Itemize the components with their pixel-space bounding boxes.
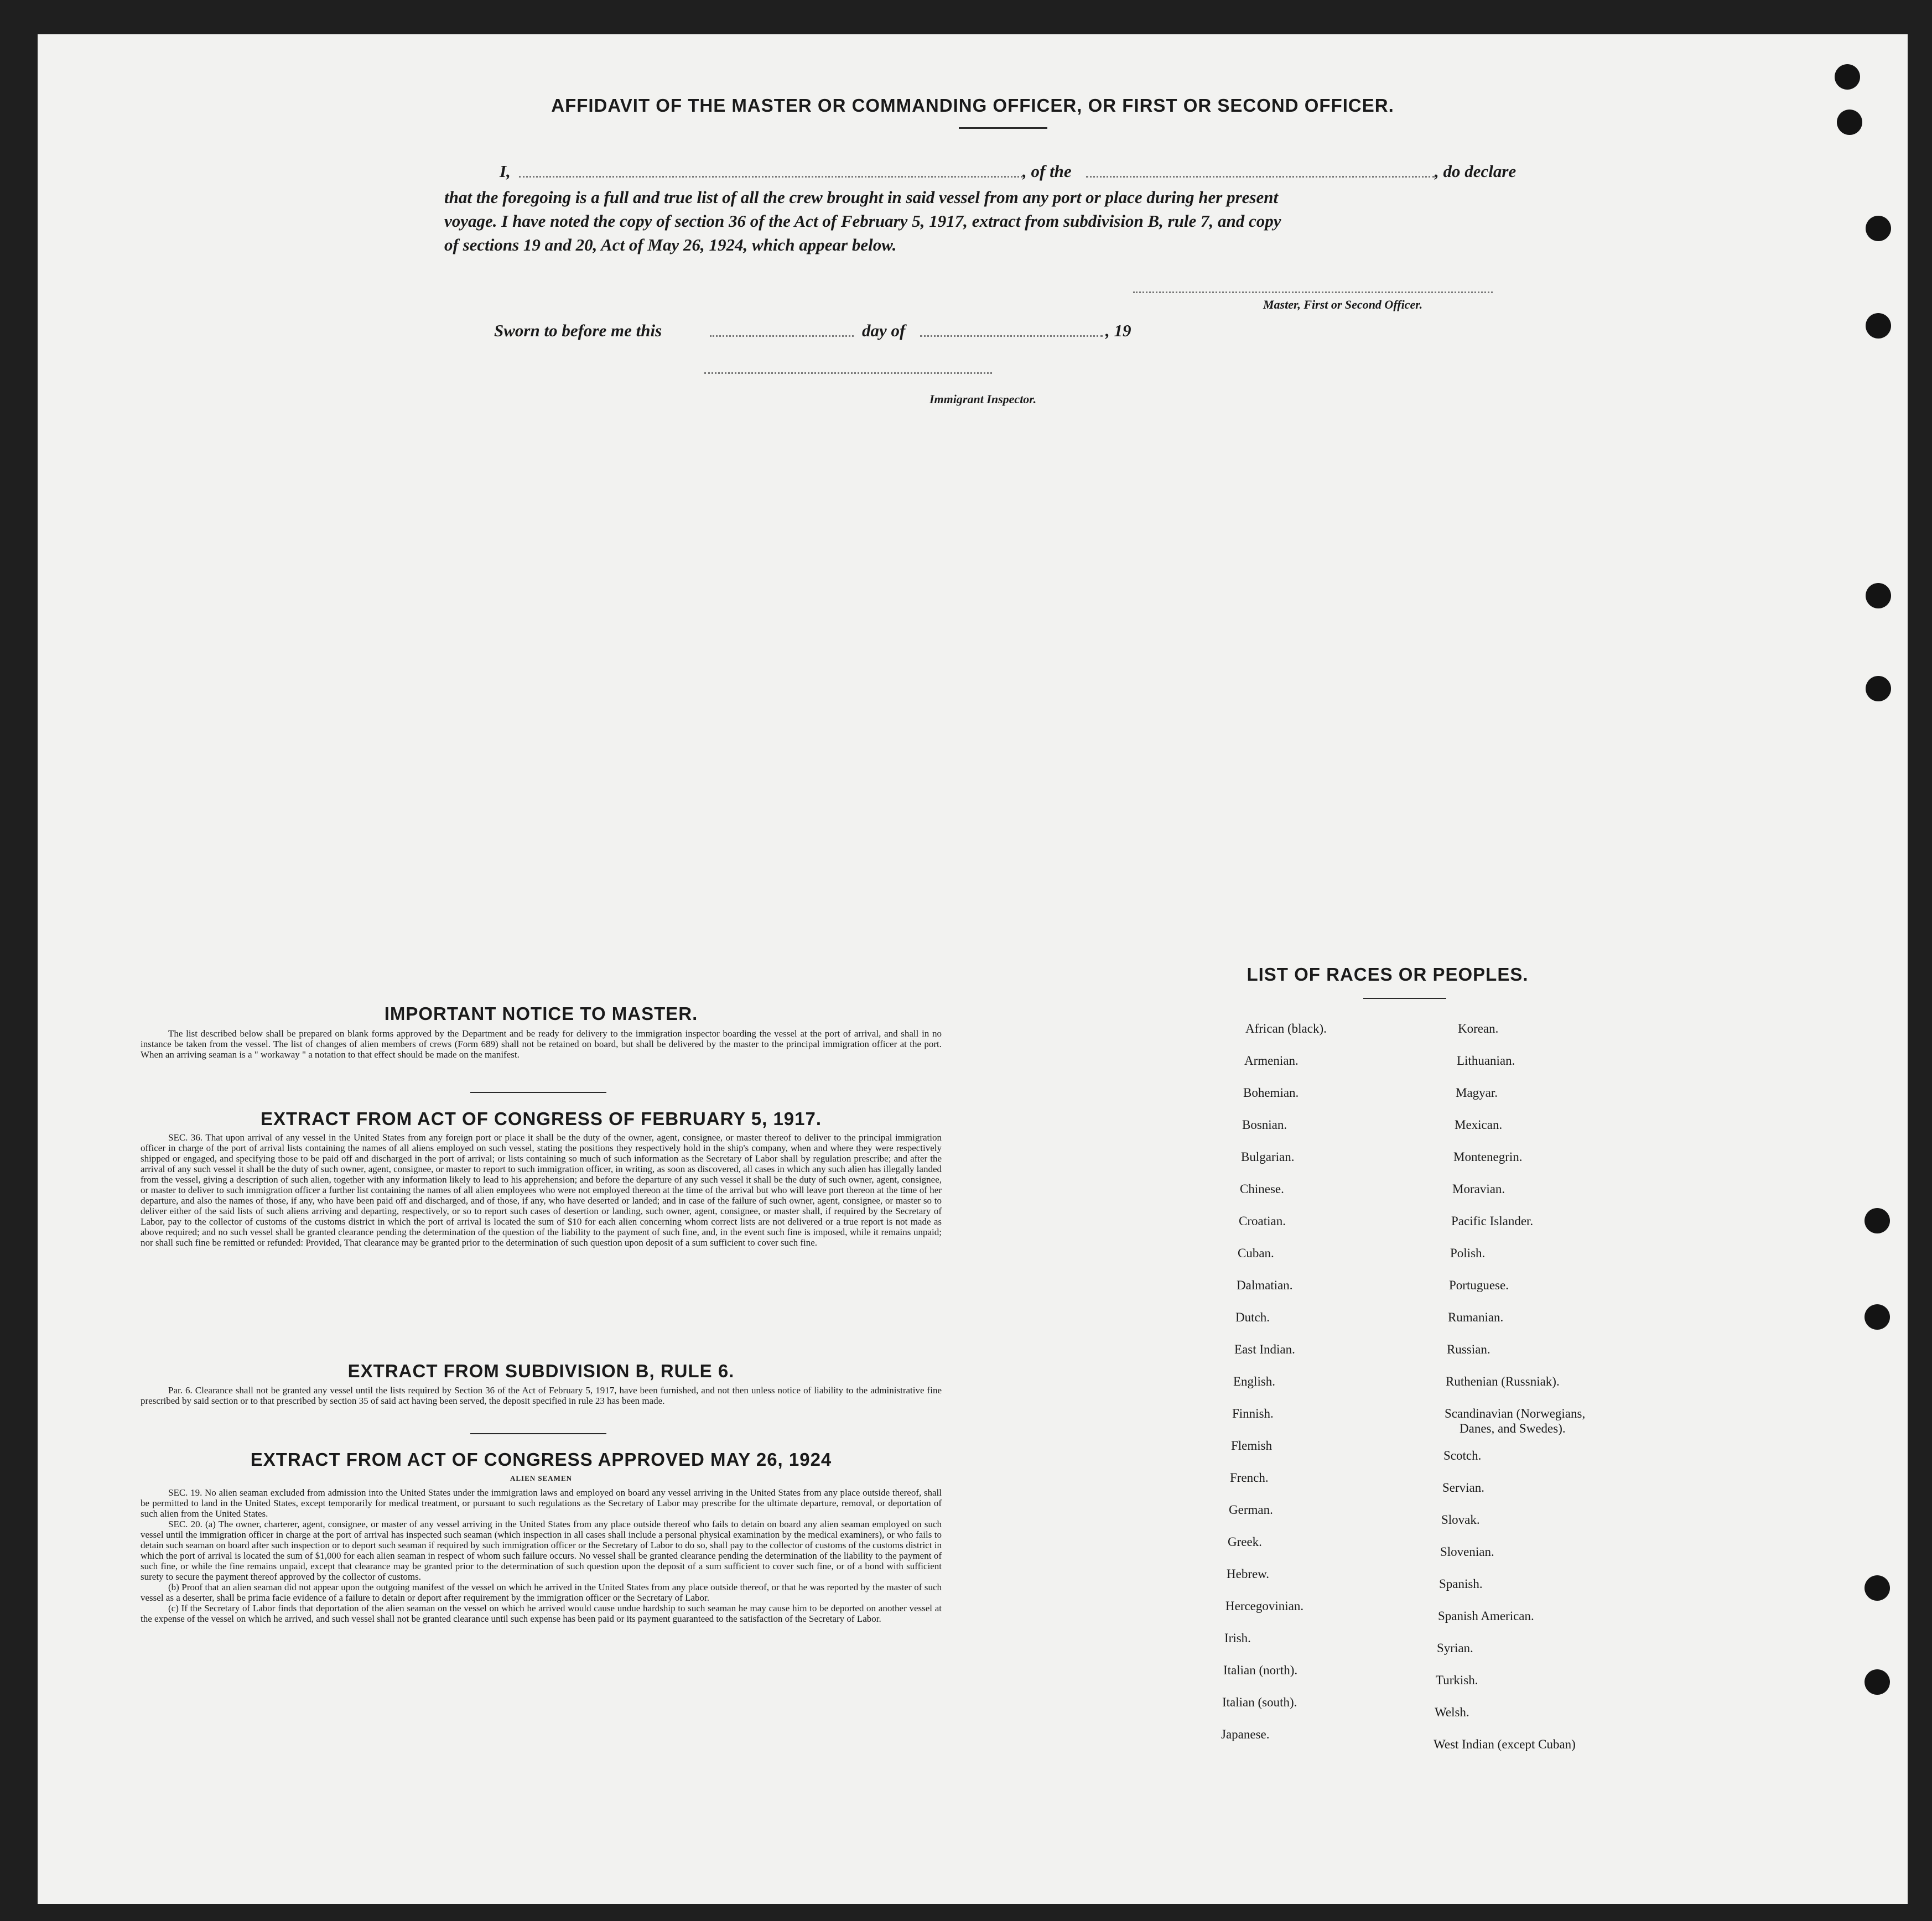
sec-20c-text: (c) If the Secretary of Labor finds that deportation of the alien seaman on the vessel on which he arrived would cause undue hardship to such seaman he may cause him to be deported on another vessel at the expense of the vessel on which he arrived, and such vessel shall not be granted clearance until such expense has been paid or its payment guaranteed to the satisfaction of the Secretary of Labor. xyxy=(141,1603,942,1624)
race-item: Hebrew. xyxy=(1227,1567,1270,1581)
master-signature-field[interactable] xyxy=(1133,291,1493,293)
of-the-label: , of the xyxy=(1022,162,1072,181)
race-item: English. xyxy=(1233,1375,1276,1388)
race-item: West Indian (except Cuban) xyxy=(1434,1737,1576,1751)
rule-6-divider xyxy=(470,1433,606,1434)
extract-1917-section xyxy=(141,1132,942,1248)
extract-1924-section xyxy=(141,1487,942,1624)
sec-20b-text: (b) Proof that an alien seaman did not appear upon the outgoing manifest of the vessel on which he arrived in the United States from any place outside thereof, or that he was reported by the master of such vessel as a deserter, shall be prima facie evidence of a failure to detain or deport after requirement by the immigration officer or the Secretary of Labor. xyxy=(141,1582,942,1603)
binder-hole xyxy=(1865,1304,1890,1330)
race-item: Polish. xyxy=(1450,1246,1486,1260)
rule-6-text: Par. 6. Clearance shall not be granted any vessel until the lists required by Section 36 of the Act of February 5, 1917, have been furnished, and not then unless notice of liability to the administrative fine prescribed by said section or to that prescribed by section 35 of said act having been served, the deposit specified in rule 23 has been made. xyxy=(141,1385,942,1406)
inspector-label: Immigrant Inspector. xyxy=(929,392,1037,406)
name-field[interactable] xyxy=(519,176,1022,178)
race-item: Croatian. xyxy=(1239,1214,1286,1228)
extract-1917-text: SEC. 36. That upon arrival of any vessel in the United States from any foreign port or place it shall be the duty of the owner, agent, consignee, or master thereof to deliver to the principal immigration officer in charge of the port of arrival lists containing the names of all aliens employed on such vessel, stating the positions they respectively hold in the ship's company, when and where they were respectively shipped or engaged, and specifying those to be paid off and discharged in the port of arrival; or lists containing so much of such information as the Secretary of Labor shall by regulation prescribe; and after the arrival of any such vessel it shall be the duty of such owner, agent, consignee, or master to report to such immigration officer, in writing, as soon as discovered, all cases in which any such alien has illegally landed from the vessel, giving a description of such alien, together with any information likely to lead to his apprehension; and before the departure of any such vessel it shall be the duty of such owner, agent, consignee, or master to deliver to such immigration officer a further list containing the names of all alien employees who were not employed thereon at the time of the arrival but who will leave port thereon at the time of her departure, and also the names of those, if any, who have been paid off and discharged, and of those, if any, who have deserted or landed; and in case of the failure of such owner, agent, consignee, or master so to deliver either of the said lists of such aliens arriving and departing, respectively, or so to report such cases of desertion or landing, such owner, agent, consignee, or master shall, if required by the Secretary of Labor, pay to the collector of customs of the customs district in which the port of arrival is located the sum of $10 for each alien concerning whom correct lists are not delivered or a true report is not made as above required; and no such vessel shall be granted clearance pending the determination of the question of the liability to the payment of such fine, and, in the event such fine is imposed, while it remains unpaid; nor shall such fine be remitted or refunded: Provided, That clearance may be granted prior to the determination of such question upon deposit of a sum sufficient to cover such fine. xyxy=(141,1132,942,1248)
race-item: Dutch. xyxy=(1235,1310,1270,1324)
race-item: Korean. xyxy=(1458,1022,1499,1035)
extract-1924-title: EXTRACT FROM ACT OF CONGRESS APPROVED MAY 26, 1924 xyxy=(250,1449,832,1470)
race-item: Greek. xyxy=(1228,1535,1262,1549)
binder-hole xyxy=(1866,583,1891,608)
race-item: Italian (south). xyxy=(1222,1695,1297,1709)
race-item: Slovenian. xyxy=(1440,1545,1494,1559)
binder-hole xyxy=(1865,1575,1890,1601)
binder-hole xyxy=(1865,1669,1890,1695)
race-item: Scandinavian (Norwegians, xyxy=(1445,1407,1586,1420)
sworn-day-field[interactable] xyxy=(710,335,854,337)
alien-seamen-subtitle: ALIEN SEAMEN xyxy=(510,1474,573,1482)
race-item: Mexican. xyxy=(1455,1118,1503,1132)
race-item: Scotch. xyxy=(1443,1449,1482,1462)
sec-20a-text: SEC. 20. (a) The owner, charterer, agent, consignee, or master of any vessel arriving in the United States from any place outside thereof who fails to detain on board any alien seaman employed on such vessel until the immigration officer in charge at the port of arrival has inspected such seaman (which inspection in all cases shall include a personal physical examination by the medical examiners), or who fails to detain such seaman on board after such inspection or to deport such seaman if required by such immigration officer or the Secretary of Labor to do so, shall pay to the collector of customs of the customs district in which the port of arrival is located the sum of $1,000 for each alien seaman in respect of whom such failure occurs. No vessel shall be granted clearance pending the determination of the liability to the payment of such fine, or while the fine remains unpaid, except that clearance may be granted prior to the determination of such question upon the deposit of a sum sufficient to cover such fine, or of a bond with sufficient surety to secure the payment thereof approved by the collector of customs. xyxy=(141,1519,942,1582)
do-declare-label: , do declare xyxy=(1435,162,1516,181)
notice-title: IMPORTANT NOTICE TO MASTER. xyxy=(384,1003,698,1024)
race-item: Ruthenian (Russniak). xyxy=(1446,1375,1560,1388)
race-item: Turkish. xyxy=(1436,1673,1478,1687)
race-item: Portuguese. xyxy=(1449,1278,1509,1292)
binder-hole xyxy=(1865,1208,1890,1233)
race-item: Syrian. xyxy=(1437,1641,1473,1655)
race-item: Danes, and Swedes). xyxy=(1460,1422,1566,1435)
inspector-signature-field[interactable] xyxy=(704,372,992,374)
binder-hole xyxy=(1866,216,1891,241)
form-page xyxy=(38,34,1908,1904)
races-divider xyxy=(1363,998,1446,999)
declaration-line-1: that the foregoing is a full and true list of all the crew brought in said vessel from any port or place during her present xyxy=(444,188,1279,207)
title-divider xyxy=(959,127,1047,129)
binder-hole xyxy=(1835,64,1860,90)
rule-6-section xyxy=(141,1385,942,1406)
year-label: , 19 xyxy=(1105,321,1131,340)
notice-section xyxy=(141,1028,942,1060)
race-item: Armenian. xyxy=(1244,1054,1299,1068)
vessel-field[interactable] xyxy=(1086,176,1435,178)
sec-19-text: SEC. 19. No alien seaman excluded from admission into the United States under the immigration laws and employed on board any vessel arriving in the United States from any place outside thereof, shall be permitted to land in the United States, except temporarily for medical treatment, or pursuant to such regulations as the Secretary of Labor may prescribe for the ultimate departure, removal, or deportation of such alien from the United States. xyxy=(141,1487,942,1519)
race-item: African (black). xyxy=(1245,1022,1327,1035)
race-item: Finnish. xyxy=(1232,1407,1274,1420)
race-item: French. xyxy=(1230,1471,1269,1485)
i-label: I, xyxy=(500,162,511,181)
races-title: LIST OF RACES OR PEOPLES. xyxy=(1247,964,1529,985)
binder-hole xyxy=(1866,676,1891,701)
race-item: Welsh. xyxy=(1435,1705,1469,1719)
master-label: Master, First or Second Officer. xyxy=(1263,298,1423,311)
race-item: Magyar. xyxy=(1456,1086,1498,1100)
race-item: Irish. xyxy=(1224,1631,1251,1645)
race-item: Spanish American. xyxy=(1438,1609,1534,1623)
race-item: German. xyxy=(1229,1503,1273,1517)
rule-6-title: EXTRACT FROM SUBDIVISION B, RULE 6. xyxy=(347,1361,735,1381)
binder-hole xyxy=(1866,313,1891,339)
race-item: Moravian. xyxy=(1452,1182,1505,1196)
race-item: Russian. xyxy=(1447,1342,1490,1356)
race-item: Servian. xyxy=(1442,1481,1485,1495)
race-item: Rumanian. xyxy=(1448,1310,1504,1324)
race-item: Montenegrin. xyxy=(1453,1150,1523,1164)
declaration-line-3: of sections 19 and 20, Act of May 26, 1924, which appear below. xyxy=(444,235,897,254)
race-item: Pacific Islander. xyxy=(1451,1214,1534,1228)
race-item: East Indian. xyxy=(1234,1342,1295,1356)
notice-divider xyxy=(470,1092,606,1093)
sworn-label: Sworn to before me this xyxy=(494,321,662,340)
race-item: Italian (north). xyxy=(1223,1663,1298,1677)
race-item: Hercegovinian. xyxy=(1225,1599,1304,1613)
notice-text: The list described below shall be prepared on blank forms approved by the Department and be ready for delivery to the immigration inspector boarding the vessel at the port of arrival, and shall in no instance be taken from the vessel. The list of changes of alien members of crews (Form 689) shall not be retained on board, but shall be delivered by the master to the principal immigration officer at the port. When an arriving seaman is a " workaway " a notation to that effect should be made on the manifest. xyxy=(141,1028,942,1060)
race-item: Bosnian. xyxy=(1242,1118,1287,1132)
race-item: Chinese. xyxy=(1240,1182,1284,1196)
race-item: Flemish xyxy=(1231,1439,1273,1453)
race-item: Bulgarian. xyxy=(1241,1150,1295,1164)
sworn-month-field[interactable] xyxy=(920,335,1103,337)
race-item: Slovak. xyxy=(1441,1513,1480,1527)
race-item: Spanish. xyxy=(1439,1577,1483,1591)
race-item: Japanese. xyxy=(1221,1727,1270,1741)
affidavit-title: AFFIDAVIT OF THE MASTER OR COMMANDING OFFICER, OR FIRST OR SECOND OFFICER. xyxy=(551,95,1394,116)
binder-hole xyxy=(1837,110,1862,135)
race-item: Lithuanian. xyxy=(1457,1054,1515,1068)
race-item: Cuban. xyxy=(1238,1246,1274,1260)
declaration-line-2: voyage. I have noted the copy of section 36 of the Act of February 5, 1917, extract from subdivision B, rule 7, and copy xyxy=(444,211,1281,231)
race-item: Bohemian. xyxy=(1243,1086,1299,1100)
extract-1917-title: EXTRACT FROM ACT OF CONGRESS OF FEBRUARY 5, 1917. xyxy=(260,1108,822,1129)
day-of-label: day of xyxy=(862,321,906,340)
race-item: Dalmatian. xyxy=(1237,1278,1293,1292)
